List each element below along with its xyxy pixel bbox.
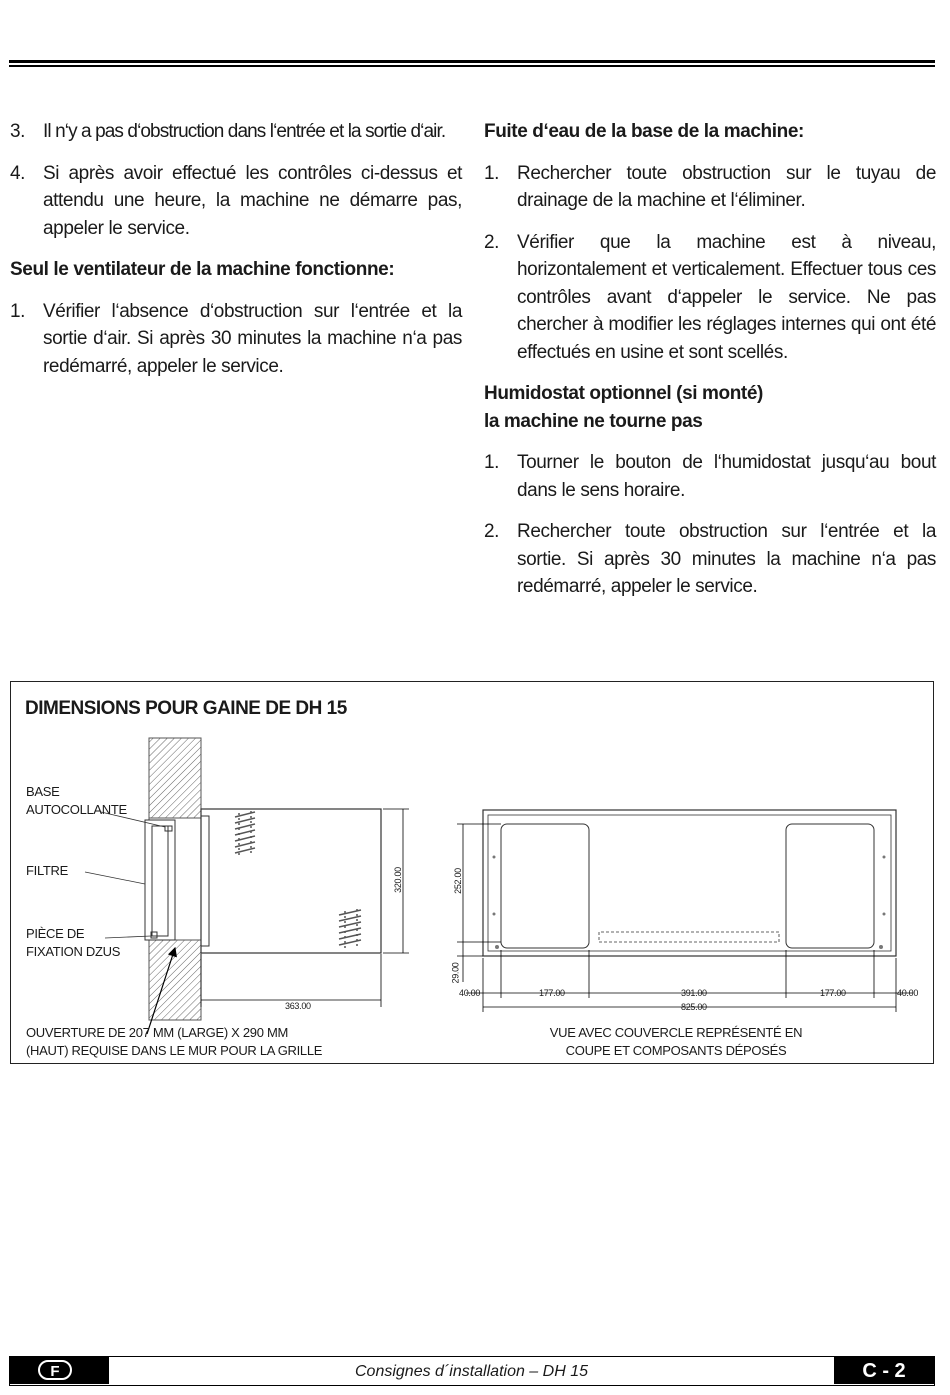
item-number: 4. xyxy=(10,162,26,184)
language-badge: F xyxy=(38,1360,72,1380)
item-number: 2. xyxy=(484,231,500,253)
item-number: 3. xyxy=(10,121,26,142)
label-piece-line2: FIXATION DZUS xyxy=(26,944,121,959)
caption-right-line1: VUE AVEC COUVERCLE REPRÉSENTÉ EN xyxy=(549,1025,803,1040)
unit-front-outer xyxy=(483,810,896,956)
label-base xyxy=(26,783,127,819)
footer-lang-block xyxy=(10,1357,109,1384)
list-item xyxy=(484,229,936,367)
caption-left xyxy=(26,1024,322,1060)
heading-line: la machine ne tourne pas xyxy=(484,410,703,432)
label-piece xyxy=(26,925,120,961)
section-heading: Fuite d‘eau de la base de la machine: xyxy=(484,121,804,142)
item-number: 1. xyxy=(484,452,500,473)
left-column xyxy=(10,118,462,394)
wall-lower xyxy=(149,940,201,1020)
item-text: Si après avoir effectué les contrôles ci-dessus et attendu une heure, la machine ne démarre pas, appeler le service. xyxy=(43,162,462,239)
dim-side-height: 320.00 xyxy=(392,867,403,893)
dimensions-figure xyxy=(10,681,934,1064)
item-text: Rechercher toute obstruction sur l‘entrée et la sortie. Si après 30 minutes la machine n‘a pas redémarré, appeler le service. xyxy=(517,521,936,597)
list-item xyxy=(10,160,462,243)
dim-seg1: 40.00 xyxy=(459,988,481,998)
item-number: 2. xyxy=(484,521,500,542)
label-filtre: FILTRE xyxy=(26,863,69,878)
dim-front-base: 29.00 xyxy=(450,962,461,984)
page-footer xyxy=(9,1356,935,1386)
dim-seg3: 391.00 xyxy=(681,988,707,998)
right-column xyxy=(484,118,936,615)
filter-frame xyxy=(145,820,175,940)
dim-seg4: 177.00 xyxy=(820,988,846,998)
item-number: 1. xyxy=(484,162,500,184)
footer-title: Consignes d´installation – DH 15 xyxy=(354,1363,588,1380)
top-rule-thin xyxy=(9,65,935,67)
dim-total: 825.00 xyxy=(681,1002,707,1012)
item-number: 1. xyxy=(10,300,26,322)
caption-right xyxy=(531,1024,821,1060)
dim-front-height: 252.00 xyxy=(452,868,463,894)
page-number: C - 2 xyxy=(834,1357,934,1384)
heading-line: Humidostat optionnel (si monté) xyxy=(484,383,763,404)
label-piece-line1: PIÈCE DE xyxy=(26,926,85,941)
item-text: Tourner le bouton de l‘humidostat jusqu‘au bout dans le sens horaire. xyxy=(517,452,936,501)
caption-left-line1: OUVERTURE DE 207 MM (LARGE) X 290 MM xyxy=(26,1025,289,1040)
item-text: Vérifier l‘absence d‘obstruction sur l‘entrée et la sortie d‘air. Si après 30 minutes la machine n‘a pas redémarré, appeler le service. xyxy=(43,300,462,377)
section-heading: Seul le ventilateur de la machine fonctionne: xyxy=(10,259,395,280)
list-item xyxy=(10,118,462,146)
caption-left-line2: (HAUT) REQUISE DANS LE MUR POUR LA GRILLE xyxy=(26,1043,323,1058)
item-text: Rechercher toute obstruction sur le tuyau de drainage de la machine et l‘éliminer. xyxy=(517,162,936,211)
technical-drawing xyxy=(11,682,933,1063)
caption-right-line2: COUPE ET COMPOSANTS DÉPOSÉS xyxy=(565,1043,787,1058)
item-text: Vérifier que la machine est à niveau, horizontalement et verticalement. Effectuer tous ces contrôles avant d‘appeler le service. Ne pas chercher à modifier les réglages internes qui ont été effectués en usine et sont scellés. xyxy=(517,231,936,363)
list-item xyxy=(484,518,936,601)
figure-title: DIMENSIONS POUR GAINE DE DH 15 xyxy=(25,698,347,719)
item-text: Il n‘y a pas d‘obstruction dans l‘entrée et la sortie d‘air. xyxy=(43,121,446,142)
list-item xyxy=(10,298,462,381)
dim-seg5: 40.00 xyxy=(897,988,919,998)
label-base-line1: BASE xyxy=(26,784,60,799)
unit-side-body xyxy=(201,809,381,953)
top-rule-thick xyxy=(9,60,935,63)
section-heading xyxy=(484,380,936,435)
list-item xyxy=(484,449,936,504)
list-item xyxy=(484,160,936,215)
wall-upper xyxy=(149,738,201,818)
label-base-line2: AUTOCOLLANTE xyxy=(26,802,127,817)
dim-side-depth: 363.00 xyxy=(285,1001,311,1011)
dim-seg2: 177.00 xyxy=(539,988,565,998)
